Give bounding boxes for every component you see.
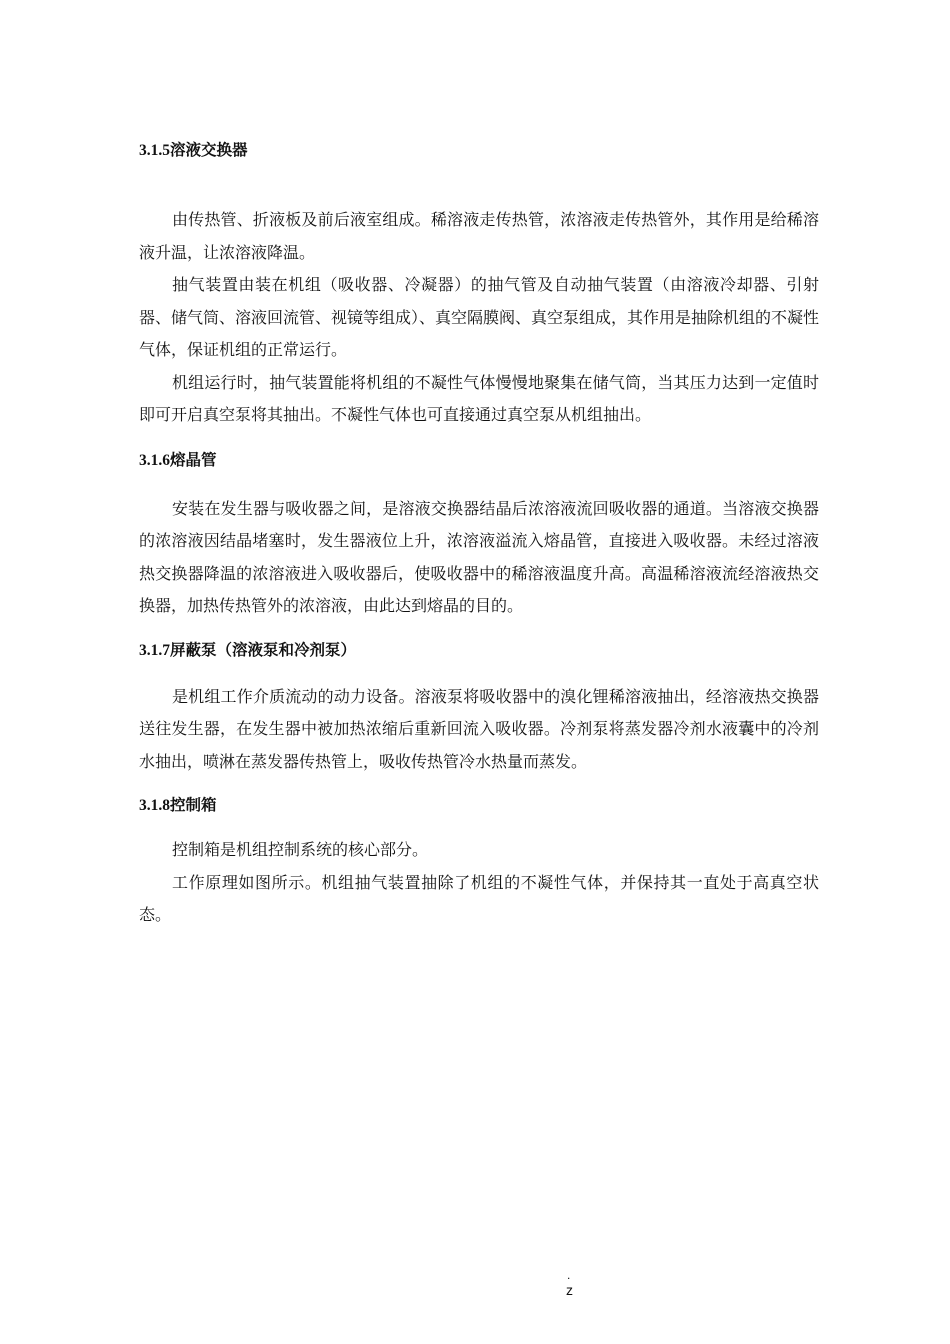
section-number: 3.1.5: [139, 142, 170, 159]
paragraph: 机组运行时，抽气装置能将机组的不凝性气体慢慢地聚集在储气筒，当其压力达到一定值时即可开启真空泵将其抽出。不凝性气体也可直接通过真空泵从机组抽出。: [139, 372, 819, 424]
document-body: [139, 138, 819, 932]
paragraph: 安装在发生器与吸收器之间，是溶液交换器结晶后浓溶液流回吸收器的通道。当溶液交换器的浓溶液因结晶堵塞时，发生器液位上升，浓溶液溢流入熔晶管，直接进入吸收器。未经过溶液热交换器降温的浓溶液进入吸收器后，使吸收器中的稀溶液温度升高。高温稀溶液流经溶液热交换器，加热传热管外的浓溶液，由此达到熔晶的目的。: [139, 498, 819, 615]
section-title: 控制箱: [170, 795, 217, 814]
section-number: 3.1.6: [139, 451, 170, 469]
section-heading-3-1-8: [139, 793, 819, 818]
paragraph: 控制箱是机组控制系统的核心部分。: [172, 840, 429, 859]
section-heading-3-1-6: [139, 448, 819, 473]
section-title: 熔晶管: [170, 449, 217, 469]
paragraph: 由传热管、折液板及前后液室组成。稀溶液走传热管，浓溶液走传热管外，其作用是给稀溶液升温，让浓溶液降温。: [139, 210, 819, 262]
section-heading-3-1-5: [139, 138, 819, 163]
section-heading-3-1-7: [139, 638, 819, 663]
section-title: 屏蔽泵（溶液泵和冷剂泵）: [170, 639, 357, 659]
paragraph: 是机组工作介质流动的动力设备。溶液泵将吸收器中的溴化锂稀溶液抽出，经溶液热交换器送往发生器，在发生器中被加热浓缩后重新回流入吸收器。冷剂泵将蒸发器冷剂水液囊中的冷剂水抽出，喷淋在蒸发器传热管上，吸收传热管冷水热量而蒸发。: [139, 686, 819, 771]
section-number: 3.1.8: [139, 797, 170, 814]
footer-dot: .: [567, 1268, 571, 1282]
paragraph: 抽气装置由装在机组（吸收器、冷凝器）的抽气管及自动抽气装置（由溶液冷却器、引射器、储气筒、溶液回流管、视镜等组成）、真空隔膜阀、真空泵组成，其作用是抽除机组的不凝性气体，保证机组的正常运行。: [139, 275, 820, 359]
footer-letter: z: [566, 1282, 573, 1298]
section-title: 溶液交换器: [170, 140, 248, 159]
section-number: 3.1.7: [139, 641, 170, 659]
paragraph: 工作原理如图所示。机组抽气装置抽除了机组的不凝性气体，并保持其一直处于高真空状态。: [139, 872, 819, 924]
